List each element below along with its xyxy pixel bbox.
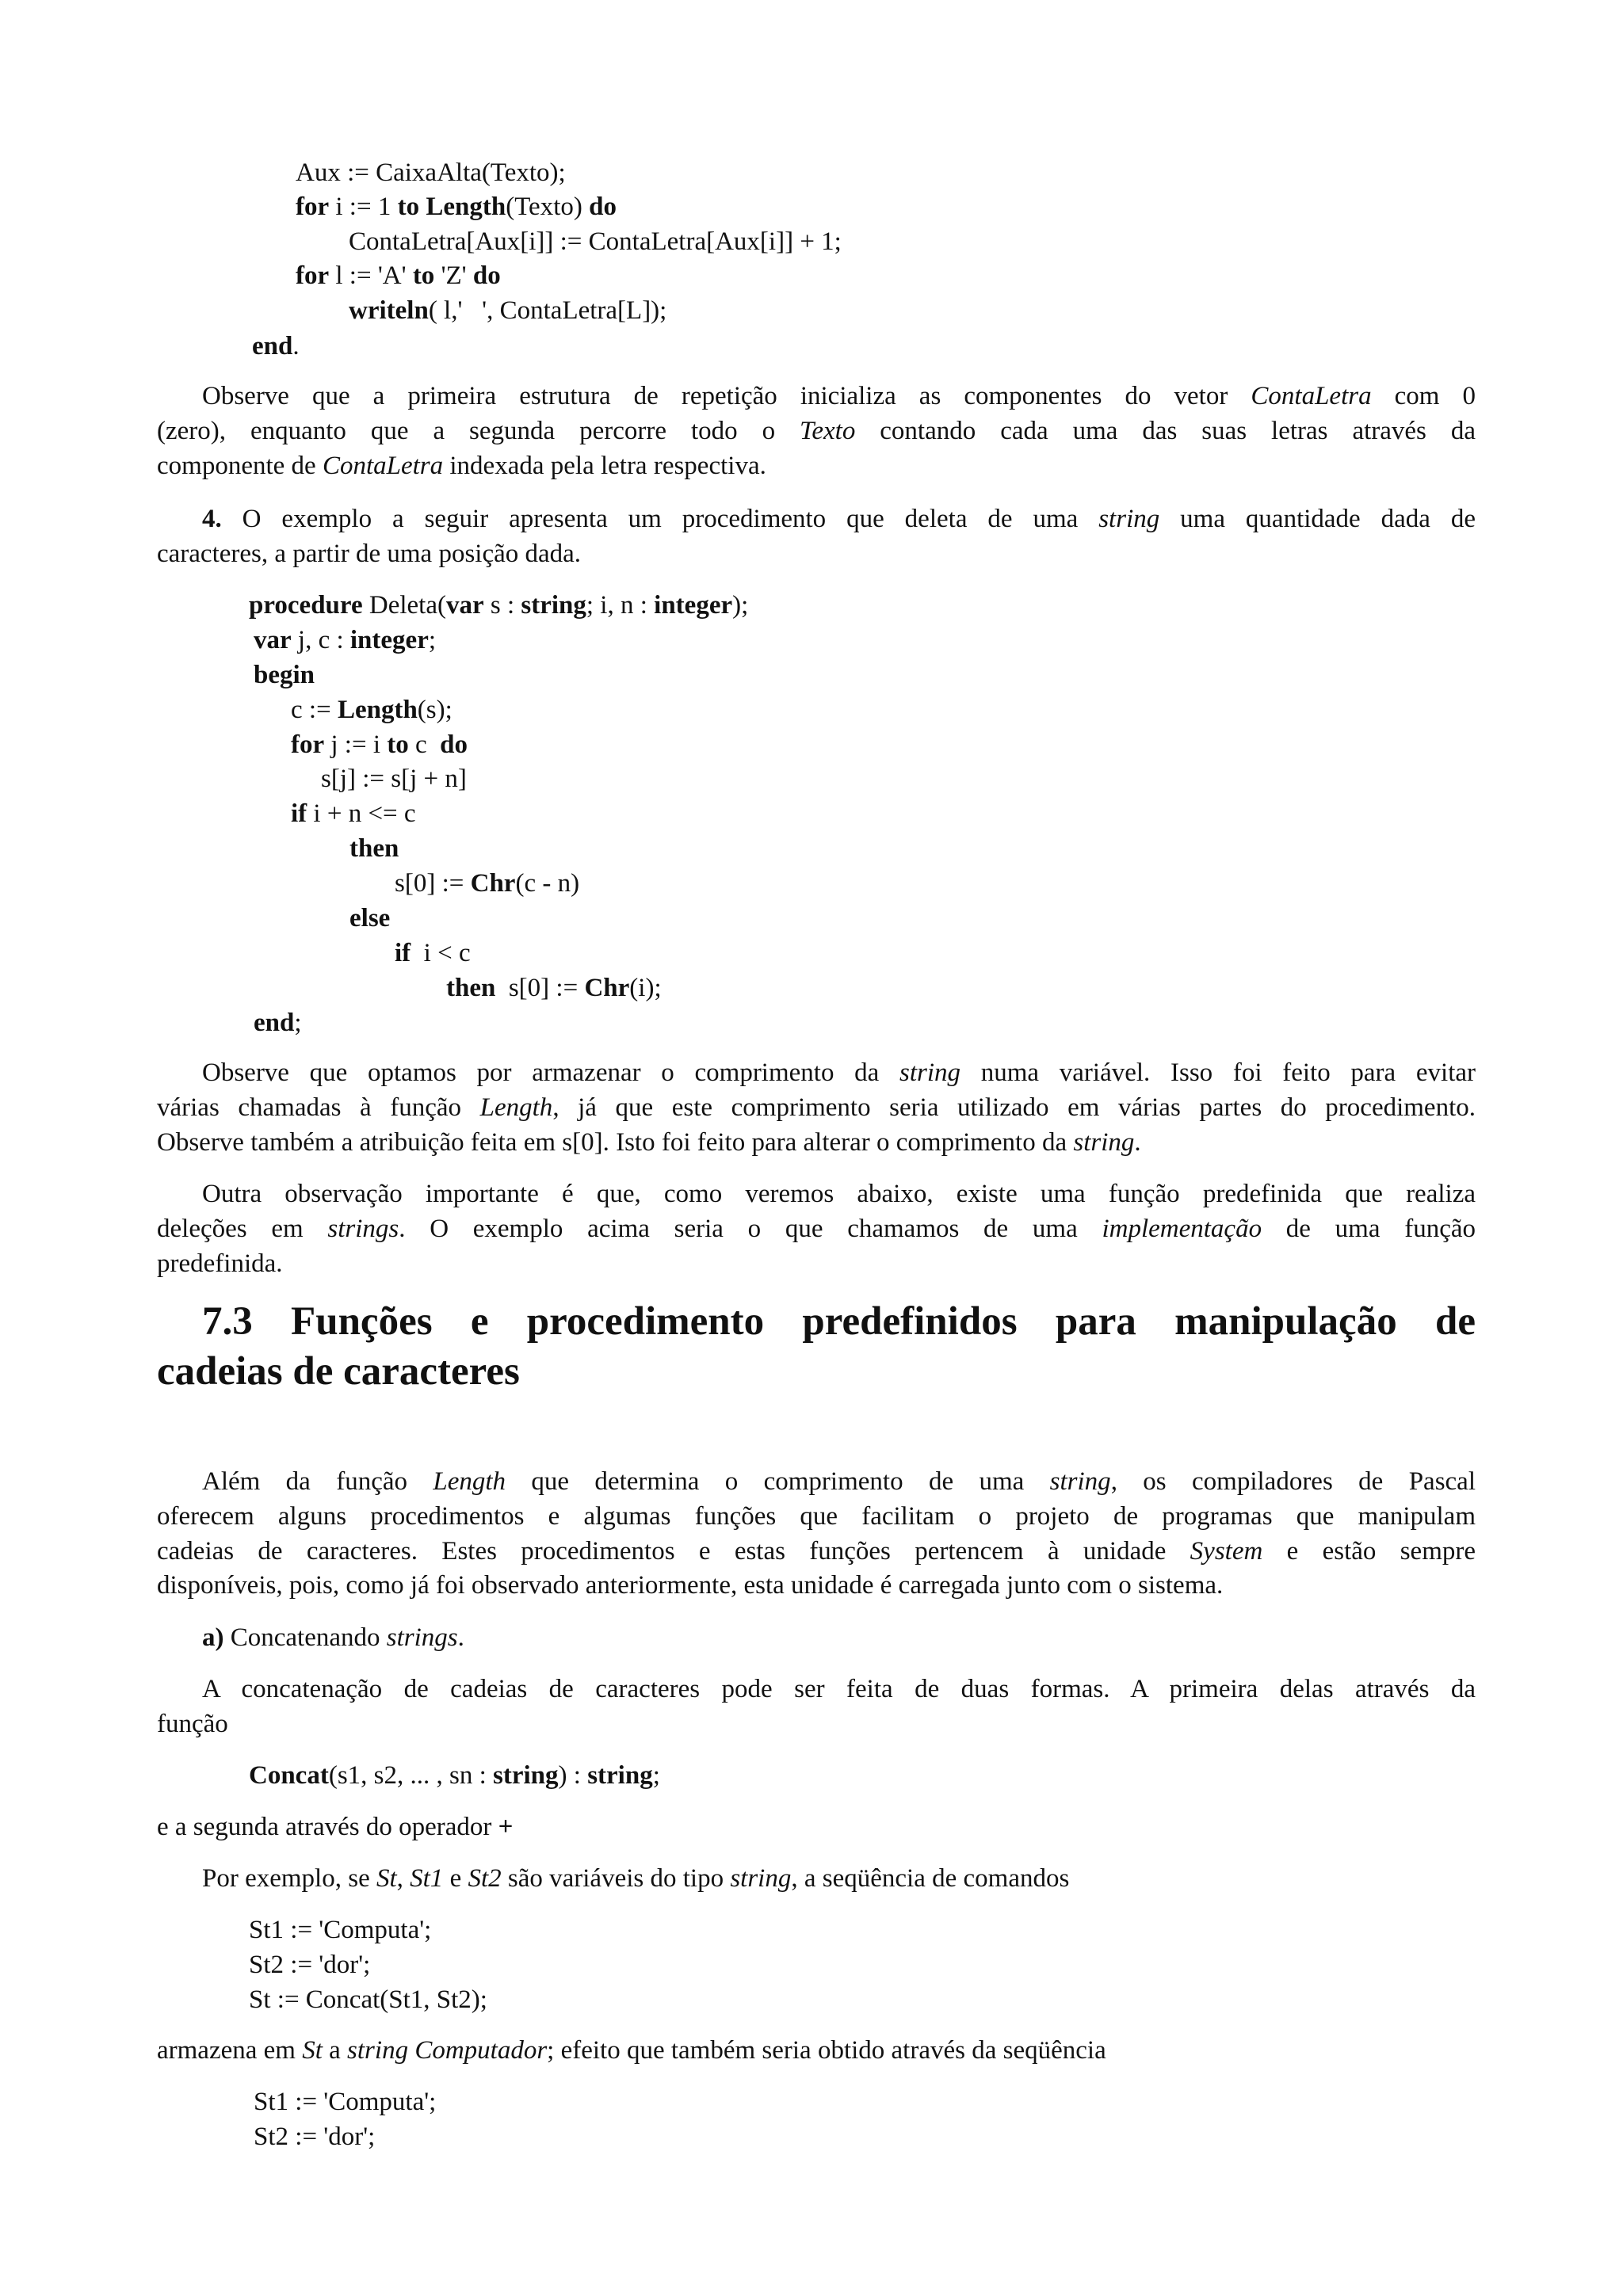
subsection-a-concatenando [157, 1621, 1476, 1655]
keyword: procedure [249, 591, 363, 620]
code-text: ); [732, 591, 749, 620]
code-text: s[0] := [395, 869, 471, 898]
text-run: uma quantidade dada de [1159, 505, 1476, 533]
keyword: if [395, 939, 411, 967]
code-line [291, 797, 416, 831]
code-text: s[j] := s[j + n] [321, 765, 467, 793]
code-text: St1 := 'Computa'; [254, 2088, 437, 2116]
keyword: integer [654, 591, 733, 620]
text-run: oferecem alguns procedimentos e algumas funções que facilitam o projeto de programas que manipulam [157, 1502, 1476, 1531]
text-run: string [1098, 505, 1160, 533]
code-text: s : [483, 591, 521, 620]
text-run: e [443, 1864, 468, 1893]
text-run: . [457, 1623, 464, 1652]
code-text: St2 := 'dor'; [254, 2122, 376, 2151]
text-run: string [899, 1058, 961, 1087]
text-run: Observe também a atribuição feita em s[0]. Isto foi feito para alterar o comprimento da [157, 1128, 1074, 1157]
text-line [157, 1126, 1476, 1160]
paragraph-armazena [157, 2034, 1476, 2068]
code-text: ; [652, 1761, 660, 1790]
text-line [157, 1177, 1476, 1211]
text-run: St [376, 1864, 397, 1893]
keyword: var [445, 591, 484, 620]
code-line [254, 2120, 375, 2154]
text-run: com 0 [1371, 382, 1476, 410]
code-text: (s); [417, 696, 453, 724]
text-run: . O exemplo acima seria o que chamamos de uma [399, 1215, 1102, 1243]
text-run: , já que este comprimento seria utilizado em várias partes do procedimento. [552, 1093, 1476, 1122]
text-run: função [157, 1710, 228, 1738]
code-line [254, 2085, 436, 2119]
code-text: c [408, 730, 441, 759]
text-run: Concatenando [223, 1623, 387, 1652]
code-text: i + n <= c [307, 799, 416, 828]
code-text: i := 1 [329, 193, 398, 221]
code-text: j := i [324, 730, 388, 759]
paragraph-por-exemplo [157, 1862, 1476, 1896]
text-run: , a seqüência de comandos [791, 1864, 1070, 1893]
text-run: Texto [800, 417, 856, 445]
keyword: Concat [249, 1761, 329, 1790]
text-run: St2 [468, 1864, 502, 1893]
text-run: implementação [1102, 1215, 1262, 1243]
code-line [252, 330, 300, 364]
code-line [446, 971, 662, 1005]
keyword: string [521, 591, 586, 620]
text-line [157, 1091, 1476, 1125]
text-line [157, 1056, 1476, 1090]
code-text: c := [291, 696, 338, 724]
text-run: 7.3 Funções e procedimento predefinidos para manipulação de [202, 1299, 1476, 1344]
keyword: integer [349, 626, 429, 654]
code-line [296, 156, 566, 190]
text-run: cadeias de caracteres [157, 1349, 520, 1394]
text-run: string [1073, 1128, 1135, 1157]
text-run: Observe que optamos por armazenar o comprimento da [202, 1058, 900, 1087]
code-text: (s1, s2, ... , sn : [328, 1761, 494, 1790]
code-line [291, 693, 453, 727]
text-line [157, 1707, 1476, 1741]
heading-line [157, 1298, 1476, 1345]
keyword: end [252, 332, 293, 360]
code-text: ( l,' ', ContaLetra[L]); [428, 296, 667, 325]
text-run: contando cada uma das suas letras através da [855, 417, 1476, 445]
code-line [291, 728, 468, 762]
text-run: string [730, 1864, 792, 1893]
text-run: Observe que a primeira estrutura de repetição inicializa as componentes do vetor [202, 382, 1251, 410]
code-line [249, 1983, 487, 2017]
code-line [249, 1948, 370, 1982]
text-run: Outra observação importante é que, como veremos abaixo, existe uma função predefinida que realiza [202, 1180, 1476, 1208]
keyword: then [349, 834, 399, 863]
keyword: for [291, 730, 325, 759]
code-line [349, 294, 666, 328]
code-text: i < c [411, 939, 471, 967]
text-line [157, 379, 1476, 414]
code-text: s[0] := [495, 974, 585, 1002]
code-line [395, 936, 471, 971]
text-run: strings [327, 1215, 399, 1243]
text-line [157, 1569, 1476, 1603]
text-run: ContaLetra [1251, 382, 1372, 410]
text-run: deleções em [157, 1215, 328, 1243]
code-text: . [292, 332, 300, 360]
text-line [157, 502, 1476, 536]
text-run: são variáveis do tipo [501, 1864, 731, 1893]
keyword: do [472, 261, 501, 290]
text-run: componente de [157, 452, 323, 480]
keyword: else [349, 904, 391, 933]
text-run: Por exemplo, se [202, 1864, 376, 1893]
keyword: to [387, 730, 409, 759]
text-run: de uma função [1262, 1215, 1476, 1243]
keyword: for [296, 193, 330, 221]
keyword: then [446, 974, 496, 1002]
keyword: writeln [349, 296, 429, 325]
code-text: St := Concat(St1, St2); [249, 1985, 487, 2014]
text-run: , [396, 1864, 411, 1893]
text-line [157, 1500, 1476, 1534]
code-line [395, 867, 579, 901]
paragraph-operador [157, 1810, 1476, 1844]
keyword: string [493, 1761, 559, 1790]
text-run: Além da função [202, 1467, 433, 1496]
text-run: Length [433, 1467, 506, 1496]
text-line [157, 1212, 1476, 1246]
text-run: a) [202, 1623, 224, 1652]
text-run: ; efeito que também seria obtido através da seqüência [547, 2036, 1106, 2065]
code-text: (i); [629, 974, 662, 1002]
text-line [157, 1672, 1476, 1707]
text-run: strings [386, 1623, 458, 1652]
keyword: do [589, 193, 617, 221]
keyword: end [254, 1009, 295, 1037]
text-run: (zero), enquanto que a segunda percorre todo o [157, 417, 800, 445]
text-run: O exemplo a seguir apresenta um procedimento que deleta de uma [221, 505, 1099, 533]
code-text: ; i, n : [586, 591, 655, 620]
code-line [321, 762, 467, 796]
keyword: if [291, 799, 307, 828]
code-line [249, 589, 748, 623]
text-line [157, 1247, 1476, 1281]
heading-line [157, 1348, 520, 1395]
code-text: 'Z' [434, 261, 473, 290]
text-run: St1 [410, 1864, 444, 1893]
text-run: System [1190, 1537, 1263, 1566]
text-line [157, 1465, 1476, 1499]
code-line [249, 1913, 431, 1947]
text-run: 4. [202, 505, 222, 533]
code-concat-signature [249, 1759, 660, 1793]
text-line [157, 414, 1476, 448]
code-line [254, 624, 436, 658]
text-run: predefinida. [157, 1249, 283, 1278]
code-line [254, 658, 315, 692]
code-text: St1 := 'Computa'; [249, 1916, 432, 1944]
text-run: numa variável. Isso foi feito para evitar [960, 1058, 1476, 1087]
text-run: e a segunda através do operador [157, 1813, 498, 1841]
code-text: St2 := 'dor'; [249, 1951, 371, 1979]
keyword: Length [426, 193, 506, 221]
text-line [157, 537, 1476, 571]
code-text: j, c : [291, 626, 350, 654]
text-run: A concatenação de cadeias de caracteres pode ser feita de duas formas. A primeira delas através da [202, 1675, 1476, 1703]
keyword: to [412, 261, 435, 290]
text-run: cadeias de caracteres. Estes procedimentos e estas funções pertencem à unidade [157, 1537, 1190, 1566]
keyword: do [440, 730, 468, 759]
text-run: armazena em [157, 2036, 303, 2065]
keyword: to [397, 193, 420, 221]
text-run: + [498, 1813, 514, 1841]
text-run: ContaLetra [322, 452, 444, 480]
text-run: caracteres, a partir de uma posição dada. [157, 540, 582, 568]
code-text: Deleta( [362, 591, 446, 620]
code-text: l := 'A' [329, 261, 413, 290]
code-text: ) : [558, 1761, 588, 1790]
code-text: (c - n) [515, 869, 580, 898]
code-line [349, 832, 399, 866]
code-text: (Texto) [506, 193, 590, 221]
code-line [349, 902, 390, 936]
code-text: ; [294, 1009, 302, 1037]
text-run: várias chamadas à função [157, 1093, 480, 1122]
text-run: disponíveis, pois, como já foi observado anteriormente, esta unidade é carregada junto com o sistema. [157, 1571, 1224, 1600]
text-run: , os compiladores de Pascal [1110, 1467, 1476, 1496]
keyword: for [296, 261, 330, 290]
code-text: ContaLetra[Aux[i]] := ContaLetra[Aux[i]] + 1; [349, 227, 842, 256]
keyword: Chr [470, 869, 516, 898]
text-run: indexada pela letra respectiva. [443, 452, 766, 480]
text-run: . [1134, 1128, 1141, 1157]
text-run: Length [479, 1093, 553, 1122]
keyword: var [254, 626, 292, 654]
text-run: que determina o comprimento de uma [506, 1467, 1050, 1496]
text-run: a [322, 2036, 348, 2065]
text-run: string [1049, 1467, 1111, 1496]
code-line [296, 190, 617, 224]
code-line [254, 1006, 302, 1040]
keyword: begin [254, 661, 315, 689]
keyword: Chr [584, 974, 630, 1002]
text-line [157, 449, 1476, 483]
text-line [157, 1535, 1476, 1569]
keyword: string [587, 1761, 653, 1790]
code-text: Aux := CaixaAlta(Texto); [296, 158, 566, 187]
text-run: string Computador [347, 2036, 548, 2065]
code-line [296, 259, 501, 293]
text-run: e estão sempre [1262, 1537, 1476, 1566]
keyword: Length [337, 696, 418, 724]
text-run: St [302, 2036, 323, 2065]
code-text: ; [428, 626, 437, 654]
code-line [349, 225, 842, 259]
